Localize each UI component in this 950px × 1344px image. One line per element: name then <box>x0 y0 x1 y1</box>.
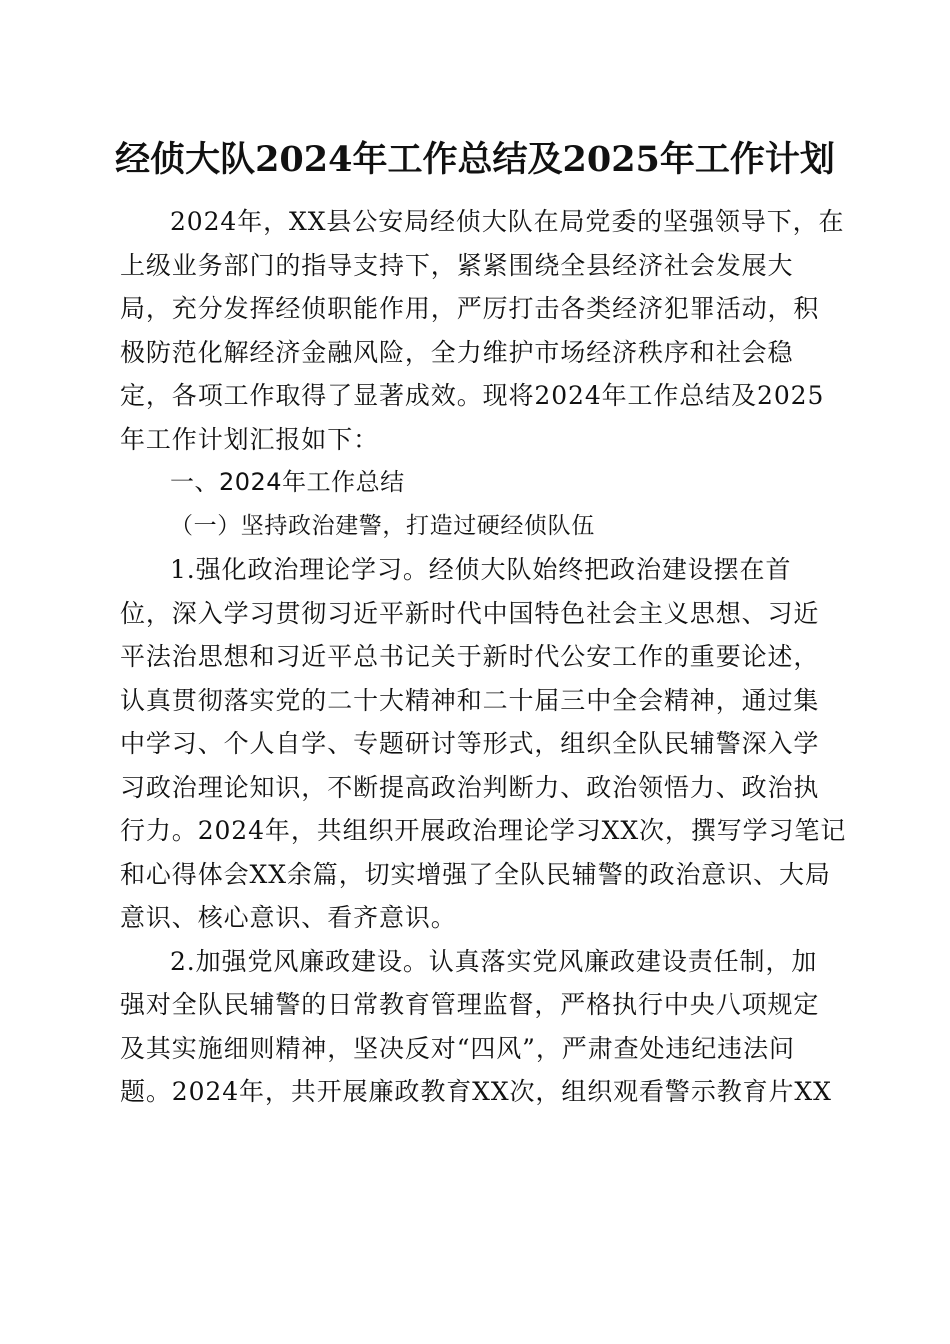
paragraph-line: 行力。2024年，共组织开展政治理论学习XX次，撰写学习笔记 <box>120 816 847 845</box>
subsection-heading: （一）坚持政治建警，打造过硬经侦队伍 <box>170 512 595 539</box>
paragraph-line: 局，充分发挥经侦职能作用，严厉打击各类经济犯罪活动，积 <box>120 294 820 323</box>
document-body <box>120 200 847 1114</box>
paragraph-line: 平法治思想和习近平总书记关于新时代公安工作的重要论述， <box>120 642 820 671</box>
section-heading: 一、2024年工作总结 <box>170 468 405 496</box>
paragraph-line: 1.强化政治理论学习。经侦大队始终把政治建设摆在首 <box>170 555 792 584</box>
paragraph-line: 题。2024年，共开展廉政教育XX次，组织观看警示教育片XX <box>120 1077 832 1106</box>
paragraph-line: 极防范化解经济金融风险，全力维护市场经济秩序和社会稳 <box>120 337 794 367</box>
paragraph-line: 和心得体会XX余篇，切实增强了全队民辅警的政治意识、大局 <box>120 859 831 889</box>
paragraph-line: 2024年，XX县公安局经侦大队在局党委的坚强领导下，在 <box>170 207 845 236</box>
paragraph-line: 及其实施细则精神，坚决反对“四风”，严肃查处违纪违法问 <box>120 1033 795 1063</box>
paragraph-line: 2.加强党风廉政建设。认真落实党风廉政建设责任制，加 <box>170 946 818 976</box>
paragraph-line: 定，各项工作取得了显著成效。现将2024年工作总结及2025 <box>120 381 825 410</box>
paragraph-line: 习政治理论知识，不断提高政治判断力、政治领悟力、政治执 <box>120 772 820 802</box>
paragraph-line: 认真贯彻落实党的二十大精神和二十届三中全会精神，通过集 <box>120 685 820 715</box>
paragraph-line: 意识、核心意识、看齐意识。 <box>120 903 457 932</box>
document-title: 经侦大队2024年工作总结及2025年工作计划 <box>115 139 835 180</box>
paragraph-line: 上级业务部门的指导支持下，紧紧围绕全县经济社会发展大 <box>120 250 794 280</box>
paragraph-line: 强对全队民辅警的日常教育管理监督，严格执行中央八项规定 <box>120 990 820 1019</box>
paragraph-line: 中学习、个人自学、专题研讨等形式，组织全队民辅警深入学 <box>120 729 820 758</box>
paragraph-line: 年工作计划汇报如下： <box>120 424 380 454</box>
paragraph-line: 位，深入学习贯彻习近平新时代中国特色社会主义思想、习近 <box>120 598 820 628</box>
